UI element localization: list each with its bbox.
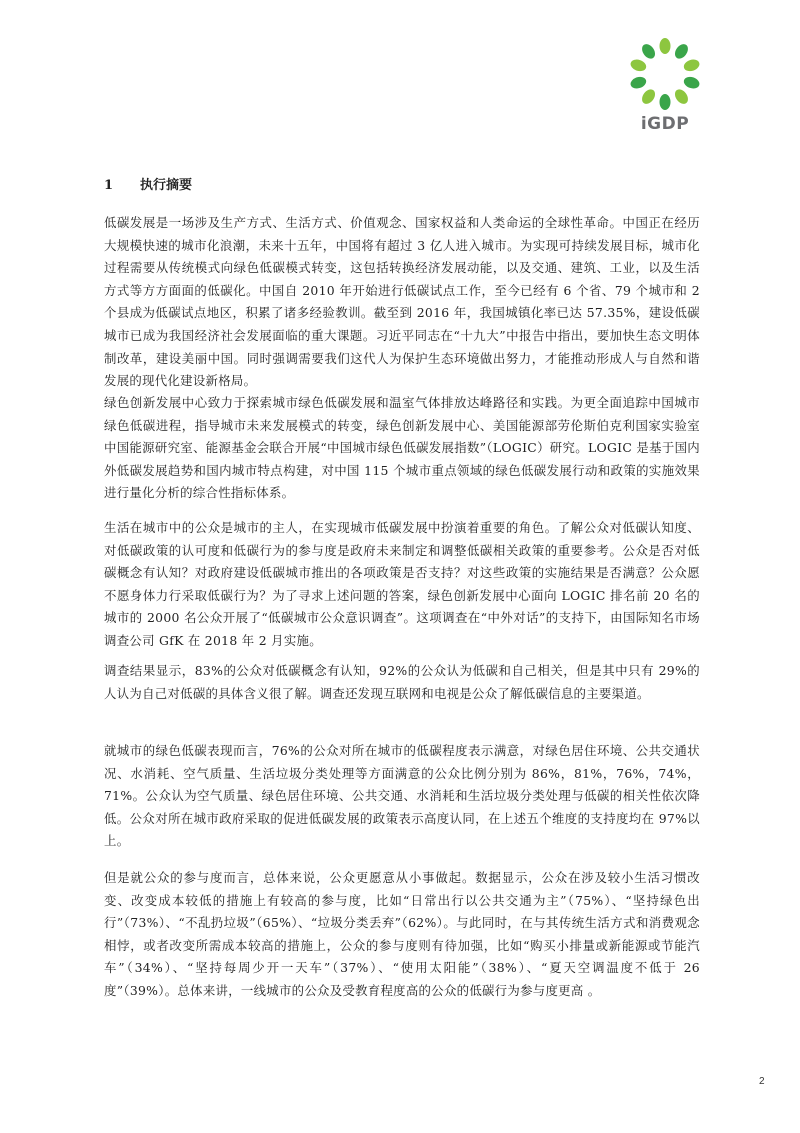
igdp-logo — [628, 36, 702, 136]
paragraph-6: 但是就公众的参与度而言，总体来说，公众更愿意从小事做起。数据显示，公众在涉及较小生活习惯改变、改变成本较低的措施上有较高的参与度，比如“日常出行以公共交通为主”（75%）、“坚持绿色出行”（73%）、“不乱扔垃圾”（65%）、“垃圾分类丢弃”（62%）。与此同时，在与其传统生活方式和消费观念相悖，或者改变所需成本较高的措施上，公众的参与度则有待加强，比如“购买小排量或新能源或节能汽车”（34%）、“坚持每周少开一天车”（37%）、“使用太阳能”（38%）、“夏天空调温度不低于 26 度”（39%）。总体来讲，一线城市的公众及受教育程度高的公众的低碳行为参与度更高 。 — [104, 870, 700, 998]
leaf-7 — [639, 87, 657, 106]
leaf-5 — [672, 87, 690, 106]
leaf-2 — [672, 42, 690, 61]
leaf-9 — [629, 58, 648, 73]
section-heading — [104, 174, 192, 193]
paragraph-4: 调查结果显示，83%的公众对低碳概念有认知，92%的公众认为低碳和自己相关，但是其中只有 29%的人认为自己对低碳的具体含义很了解。调查还发现互联网和电视是公众了解低碳信息的主要渠道。 — [104, 663, 700, 701]
section-number: 1 — [104, 178, 114, 193]
leaf-6 — [660, 94, 671, 110]
leaf-ring-icon — [628, 36, 702, 112]
leaf-10 — [639, 42, 657, 61]
paragraph-2: 绿色创新发展中心致力于探索城市绿色低碳发展和温室气体排放达峰路径和实践。为更全面追踪中国城市绿色低碳进程，指导城市未来发展模式的转变，绿色创新发展中心、美国能源部劳伦斯伯克利国家实验室中国能源研究室、能源基金会联合开展“中国城市绿色低碳发展指数”（LOGIC）研究。LOGIC 是基于国内外低碳发展趋势和国内城市特点构建，对中国 115 个城市重点领域的绿色低碳发展行动和政策的实施效果进行量化分析的综合性指标体系。 — [104, 395, 700, 501]
leaf-4 — [682, 75, 701, 90]
page-number: 2 — [759, 1076, 765, 1087]
leaf-3 — [682, 58, 701, 73]
leaf-8 — [629, 75, 648, 90]
paragraph-1: 低碳发展是一场涉及生产方式、生活方式、价值观念、国家权益和人类命运的全球性革命。中国正在经历大规模快速的城市化浪潮，未来十五年，中国将有超过 3 亿人进入城市。为实现可持续发展目标，城市化过程需要从传统模式向绿色低碳模式转变，这包括转换经济发展动能，以及交通、建筑、工业，以及生活方式等方方面面的低碳化。中国自 2010 年开始进行低碳试点工作，至今已经有 6 个省、79 个城市和 2 个县成为低碳试点地区，积累了诸多经验教训。截至到 2016 年，我国城镇化率已达 57.35%，建设低碳城市已成为我国经济社会发展面临的重大课题。习近平同志在“十九大”中报告中指出，要加快生态文明体制改革，建设美丽中国。同时强调需要我们这代人为保护生态环境做出努力，才能推动形成人与自然和谐发展的现代化建设新格局。 — [104, 215, 700, 389]
section-title: 执行摘要 — [140, 178, 193, 193]
paragraph-3: 生活在城市中的公众是城市的主人，在实现城市低碳发展中扮演着重要的角色。了解公众对低碳认知度、对低碳政策的认可度和低碳行为的参与度是政府未来制定和调整低碳相关政策的重要参考。公众是否对低碳概念有认知？对政府建设低碳城市推出的各项政策是否支持？对这些政策的实施结果是否满意？公众愿不愿身体力行采取低碳行为？为了寻求上述问题的答案，绿色创新发展中心面向 LOGIC 排名前 20 名的城市的 2000 名公众开展了“低碳城市公众意识调查”。这项调查在“中外对话”的支持下，由国际知名市场调查公司 GfK 在 2018 年 2 月实施。 — [104, 520, 700, 648]
paragraph-5: 就城市的绿色低碳表现而言，76%的公众对所在城市的低碳程度表示满意，对绿色居住环境、公共交通状况、水消耗、空气质量、生活垃圾分类处理等方面满意的公众比例分别为 86%，81%，76%，74%，71%。公众认为空气质量、绿色居住环境、公共交通、水消耗和生活垃圾分类处理与低碳的相关性依次降低。公众对所在城市政府采取的促进低碳发展的政策表示高度认同，在上述五个维度的支持度均在 97%以上。 — [104, 743, 700, 849]
leaf-1 — [660, 38, 671, 54]
logo-text: iGDP — [640, 114, 690, 134]
